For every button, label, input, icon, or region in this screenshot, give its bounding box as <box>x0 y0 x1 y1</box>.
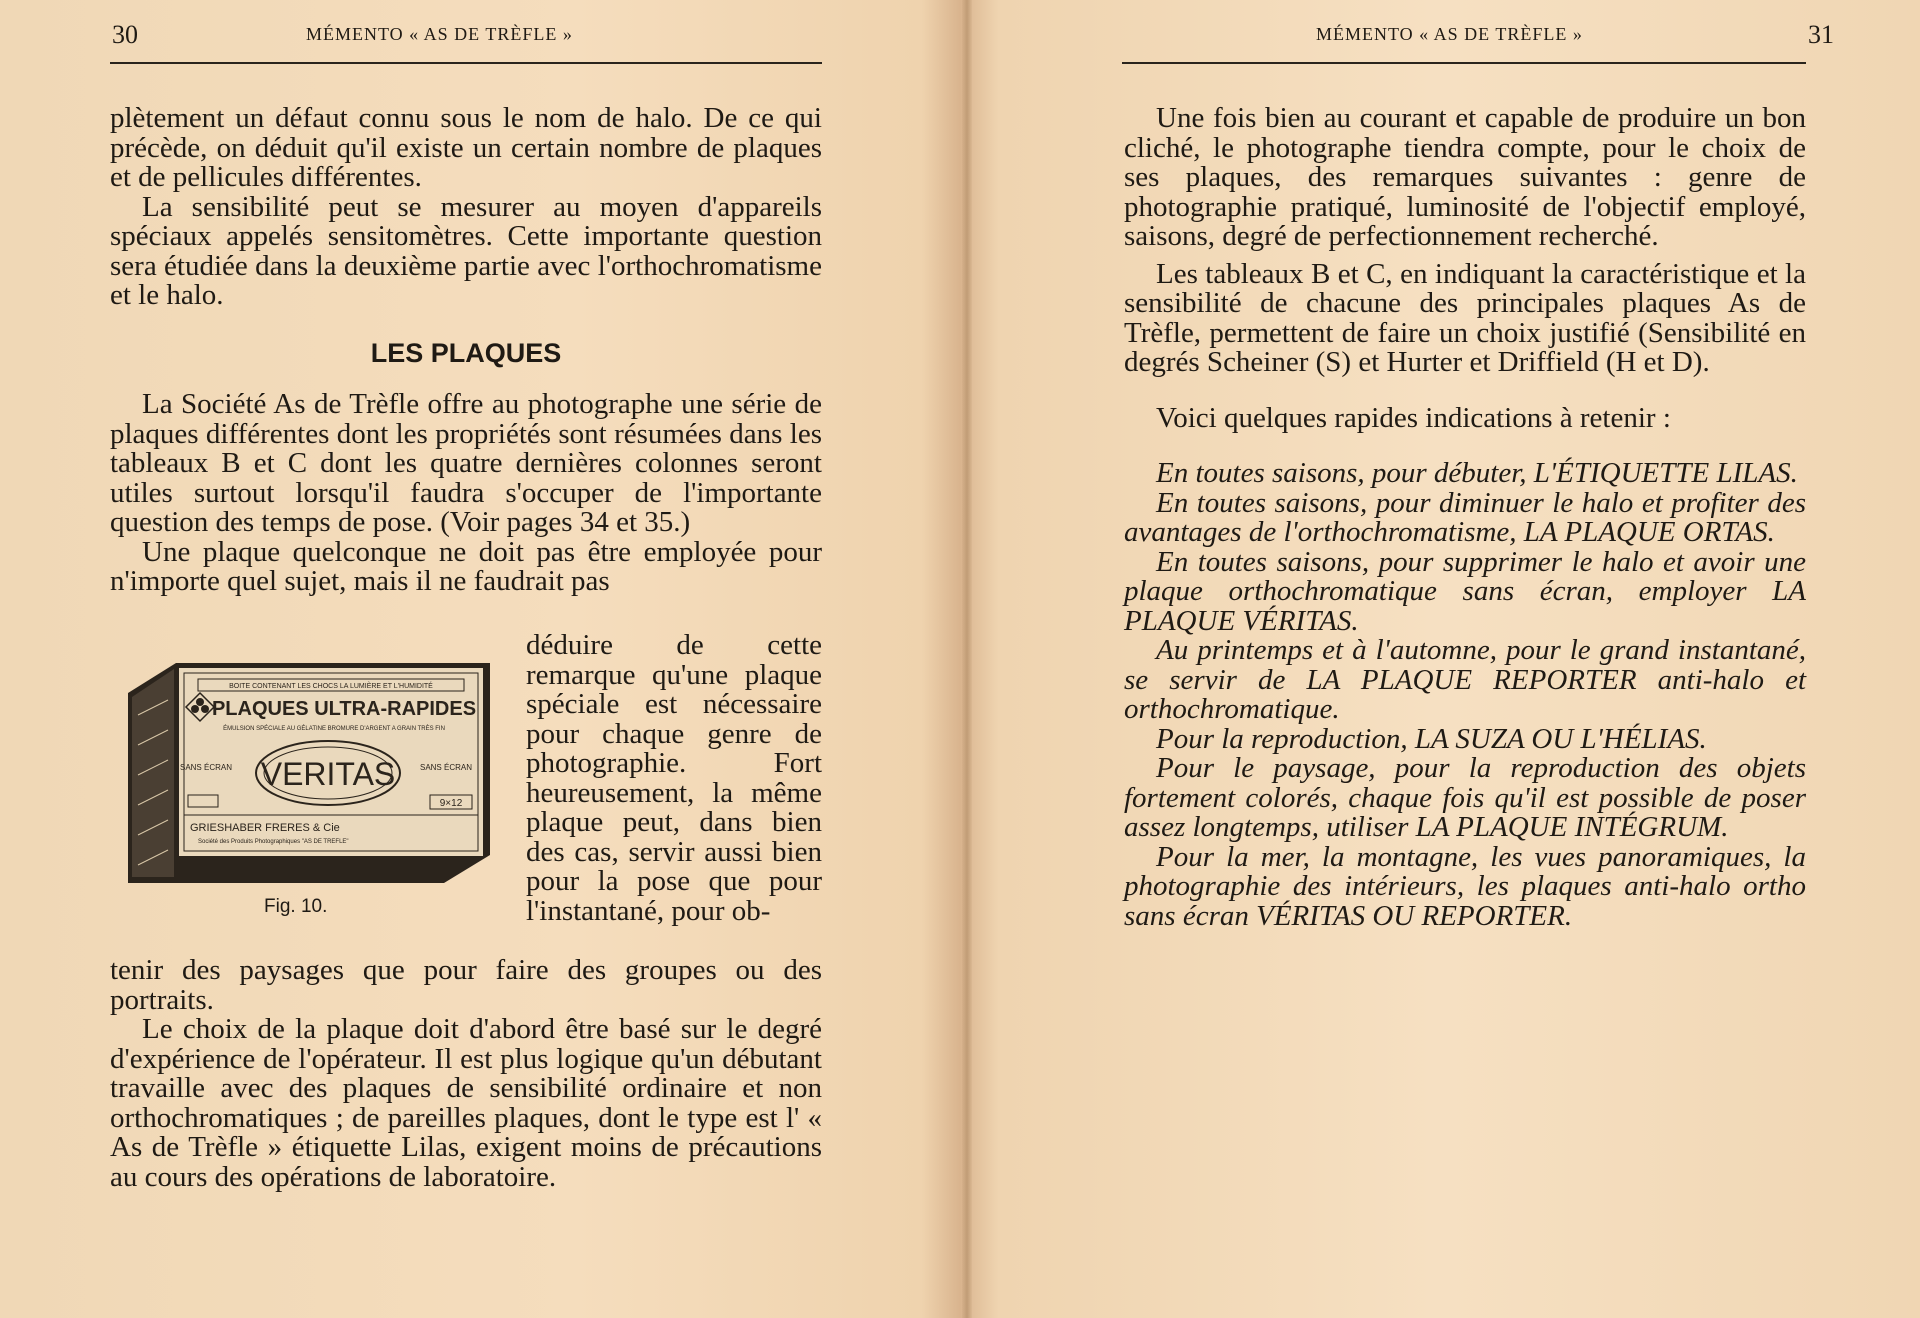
recommendation-item: En toutes saisons, pour débuter, L'ÉTIQUETTE LILAS. <box>1156 457 1798 489</box>
box-top-label: BOITE CONTENANT LES CHOCS LA LUMIÈRE ET L'HUMIDITÉ <box>229 683 433 690</box>
box-right-badge: SANS ÉCRAN <box>419 763 473 772</box>
left-paragraph-4-side: déduire de cette remarque qu'une plaque spéciale est nécessaire pour chaque genre de photographie. Fort heureusement, la même plaque peut, dans bien des cas, servir aussi bien pour la pose que pour l'instantané, pour ob- <box>526 629 822 927</box>
recommendation-item: Pour la mer, la montagne, les vues panoramiques, la photographie des intérieurs, les plaques anti-halo ortho sans écran VÉRITAS OU REPORTER. <box>1124 840 1806 932</box>
recommendation-item: En toutes saisons, pour diminuer le halo et profiter des avantages de l'orthochromatisme, LA PLAQUE ORTAS. <box>1124 486 1806 548</box>
header-rule-left <box>110 62 822 64</box>
right-page <box>972 0 1920 1318</box>
right-intro: Voici quelques rapides indications à retenir : <box>1156 401 1671 434</box>
box-size: 9×12 <box>439 798 463 809</box>
section-heading: LES PLAQUES <box>370 337 562 368</box>
recommendation-item: Pour la reproduction, LA SUZA OU L'HÉLIAS. <box>1156 722 1707 755</box>
right-paragraph-2: Les tableaux B et C, en indiquant la caractéristique et la sensibilité de chacune des principales plaques As de Trèfle, permettent de faire un choix justifié (Sensibilité en degrés Scheiner (S) et Hurter et Driffield (H et D). <box>1124 257 1806 378</box>
left-paragraph-2: La sensibilité peut se mesurer au moyen d'appareils spéciaux appelés sensitomètres. Cette importante question sera étudiée dans la deuxième partie avec l'orthochromatisme et le halo. <box>110 190 822 311</box>
recommendation-item: Pour le paysage, pour la reproduction des objets fortement colorés, chaque fois qu'il est possible de poser assez longtemps, utiliser LA PLAQUE INTÉGRUM. <box>1124 752 1806 843</box>
box-brand: VERITAS <box>260 756 396 792</box>
right-text-column <box>1124 104 1806 931</box>
left-paragraph-1: plètement un défaut connu sous le nom de halo. De ce qui précède, on déduit qu'il existe un certain nombre de plaques et de pellicules différentes. <box>110 102 822 193</box>
box-subtitle: ÉMULSION SPÉCIALE AU GÉLATINE BROMURE D'ARGENT A GRAIN TRÈS FIN <box>223 726 445 732</box>
right-paragraph-1: Une fois bien au courant et capable de produire un bon cliché, le photographe tiendra compte, pour le choix de ses plaques, des remarques suivantes : genre de photographie pratiqué, luminosité de l'objectif employé, saisons, degré de perfectionnement recherché. <box>1124 102 1806 252</box>
box-title: PLAQUES ULTRA-RAPIDES <box>211 698 477 720</box>
figure-caption: Fig. 10. <box>264 896 328 917</box>
header-rule-right <box>1122 62 1806 64</box>
recommendation-item: En toutes saisons, pour supprimer le halo et avoir une plaque orthochromatique sans écran, employer LA PLAQUE VÉRITAS. <box>1124 545 1806 637</box>
left-paragraph-3: La Société As de Trèfle offre au photographe une série de plaques différentes dont les propriétés sont résumées dans les tableaux B et C dont les quatre dernières colonnes seront utiles surtout lorsqu'il faudra s'occuper de l'importante question des temps de pose. (Voir pages 34 et 35.) <box>110 388 822 538</box>
plate-box-illustration <box>128 655 490 883</box>
book-gutter <box>962 0 972 1318</box>
page-number-left: 30 <box>112 20 138 49</box>
box-left-badge: SANS ÉCRAN <box>179 763 233 772</box>
left-paragraph-4-bottom: tenir des paysages que pour faire des groupes ou des portraits. <box>110 954 822 1016</box>
running-head-left: MÉMENTO « AS DE TRÈFLE » <box>306 24 573 44</box>
left-bottom-column <box>110 956 822 1192</box>
left-wrap-column <box>526 631 822 926</box>
box-maker: GRIESHABER FRERES & Cie <box>190 822 340 834</box>
left-paragraph-5: Le choix de la plaque doit d'abord être basé sur le degré d'expérience de l'opérateur. Il est plus logique qu'un débutant travaille avec des plaques de sensibilité ordinaire et non orthochromatiques ; de pareilles plaques, dont le type est l' « As de Trèfle » étiquette Lilas, exigent moins de précautions au cours des opérations de laboratoire. <box>110 1013 822 1193</box>
running-head-right: MÉMENTO « AS DE TRÈFLE » <box>1316 24 1583 44</box>
page-number-right: 31 <box>1808 20 1834 49</box>
box-maker-line2: Société des Produits Photographiques "AS DE TREFLE" <box>198 839 349 845</box>
left-text-column <box>110 104 822 597</box>
left-paragraph-4-top: Une plaque quelconque ne doit pas être employée pour n'importe quel sujet, mais il ne faudrait pas <box>110 535 822 597</box>
recommendation-item: Au printemps et à l'automne, pour le grand instantané, se servir de LA PLAQUE REPORTER anti-halo et orthochromatique. <box>1124 634 1806 725</box>
